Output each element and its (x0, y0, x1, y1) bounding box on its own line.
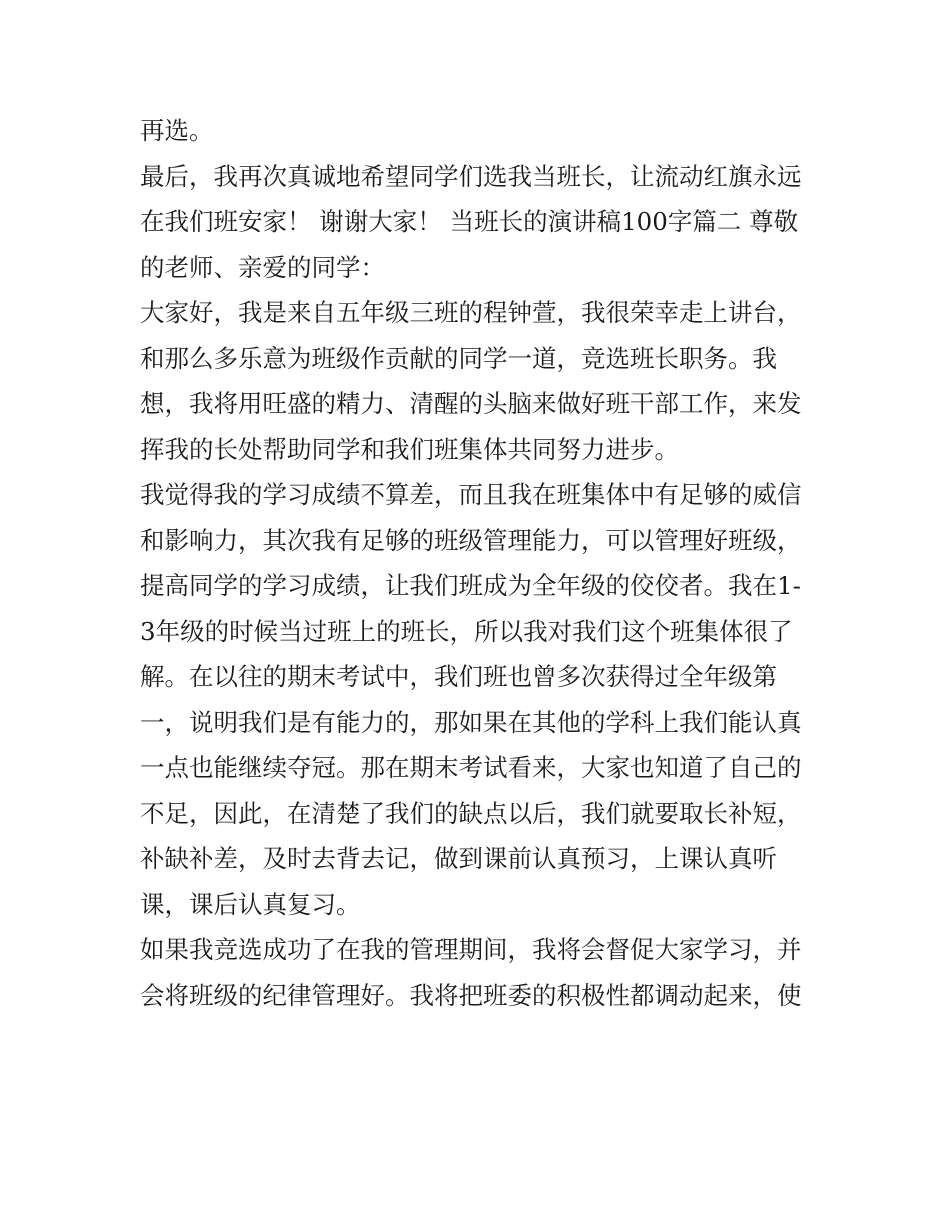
document-body (140, 108, 816, 1018)
text-line: 挥我的长处帮助同学和我们班集体共同努力进步。 (140, 434, 679, 464)
text-line: 和那么多乐意为班级作贡献的同学一道，竞选班长职务。我 (140, 343, 777, 373)
text-line: 如果我竞选成功了在我的管理期间，我将会督促大家学习，并 (140, 935, 802, 964)
text-line: 不足，因此，在清楚了我们的缺点以后，我们就要取长补短， (140, 798, 802, 828)
text-line: 和影响力，其次我有足够的班级管理能力，可以管理好班级， (140, 525, 802, 555)
text-line: 解。在以往的期末考试中，我们班也曾多次获得过全年级第 (140, 662, 777, 691)
text-line: 补缺补差，及时去背去记，做到课前认真预习，上课认真听 (140, 844, 777, 873)
text-line: 的老师、亲爱的同学： (140, 252, 385, 282)
text-line: 提高同学的学习成绩，让我们班成为全年级的佼佼者。我在1- (140, 571, 801, 600)
text-line: 课，课后认真复习。 (140, 889, 361, 919)
text-line: 会将班级的纪律管理好。我将把班委的积极性都调动起来，使 (140, 980, 802, 1010)
text-line: 想，我将用旺盛的精力、清醒的头脑来做好班干部工作，来发 (140, 389, 802, 418)
text-line: 一，说明我们是有能力的，那如果在其他的学科上我们能认真 (140, 707, 802, 737)
text-line: 3年级的时候当过班上的班长，所以我对我们这个班集体很了 (140, 616, 793, 646)
text-line: 一点也能继续夺冠。那在期末考试看来，大家也知道了自己的 (140, 753, 802, 782)
text-line: 在我们班安家！ 谢谢大家！ 当班长的演讲稿100字篇二 尊敬 (140, 207, 799, 236)
text-line: 最后，我再次真诚地希望同学们选我当班长，让流动红旗永远 (140, 161, 802, 191)
text-line: 再选。 (140, 116, 214, 145)
text-line: 我觉得我的学习成绩不算差，而且我在班集体中有足够的威信 (140, 480, 802, 509)
text-line: 大家好，我是来自五年级三班的程钟萱，我很荣幸走上讲台， (140, 298, 802, 327)
